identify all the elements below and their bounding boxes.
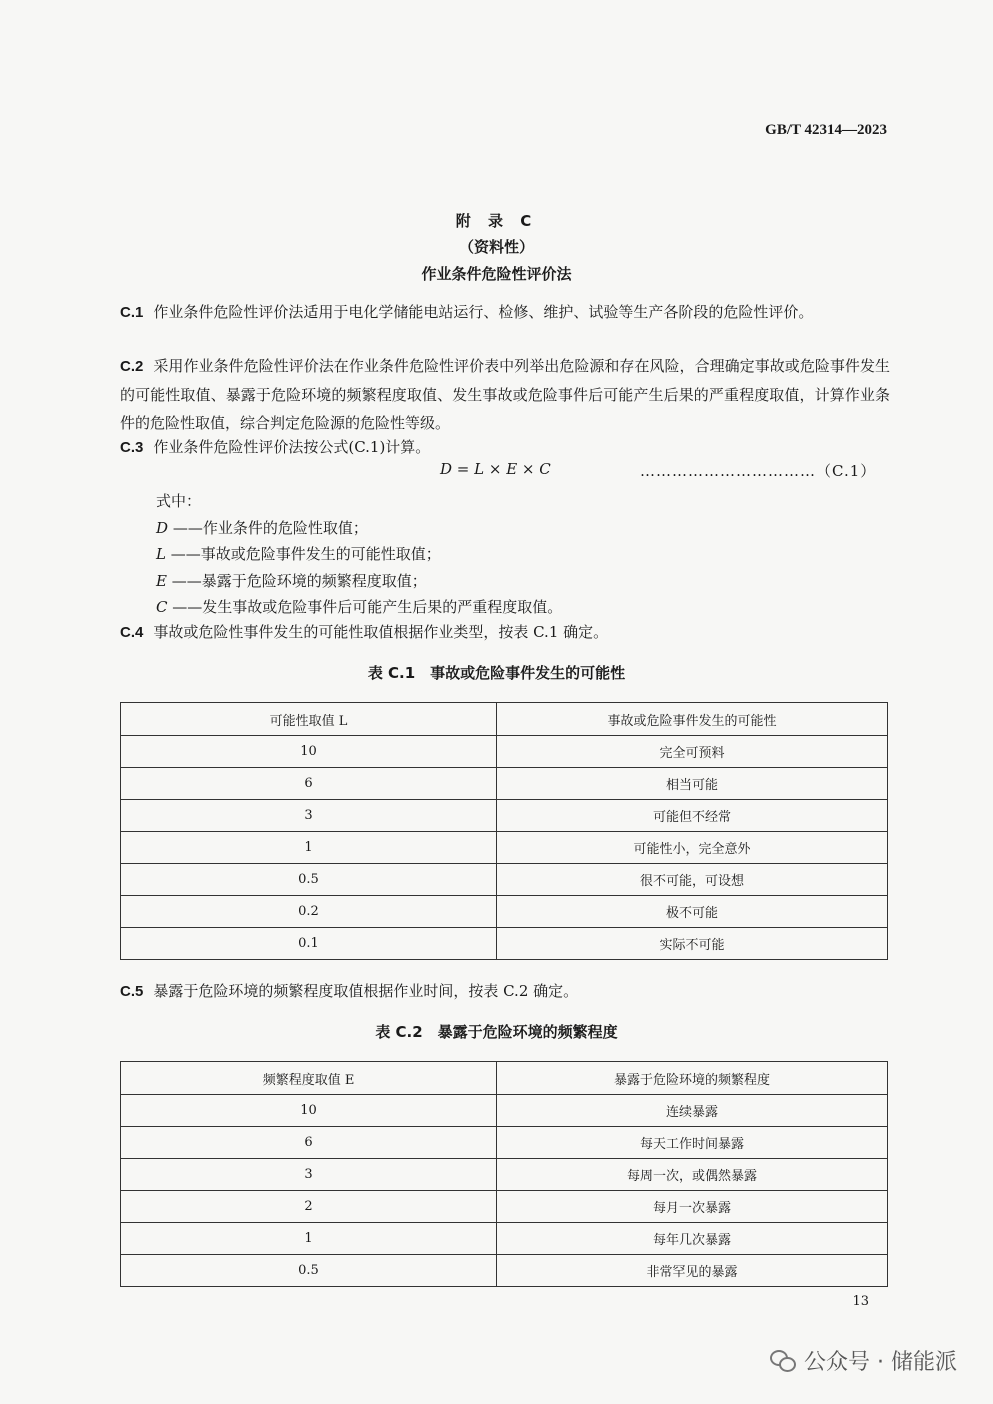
clause-number: C.5: [120, 983, 144, 1000]
clause-text: 作业条件危险性评价法适用于电化学储能电站运行、检修、维护、试验等生产各阶段的危险性评价。: [153, 303, 814, 321]
value-cell: 10: [121, 1095, 497, 1127]
table-row: [121, 928, 888, 960]
value-cell: 3: [121, 1159, 497, 1191]
formula-label: ……………………………（C.1）: [640, 462, 877, 480]
table-row: [121, 768, 888, 800]
table-row: [121, 1223, 888, 1255]
where-item: [156, 543, 441, 564]
table-row: [121, 800, 888, 832]
paragraph-c1: [120, 298, 890, 327]
desc-cell: 很不可能，可设想: [497, 864, 888, 896]
paragraph-c2: [120, 352, 890, 437]
value-cell: 0.1: [121, 928, 497, 960]
clause-number: C.3: [120, 439, 144, 456]
desc-cell: 实际不可能: [497, 928, 888, 960]
table-row: [121, 896, 888, 928]
wechat-icon: [770, 1350, 796, 1372]
where-item: [156, 596, 562, 617]
paragraph-c3: [120, 433, 890, 462]
table-c1: [120, 702, 888, 960]
symbol-desc: ——暴露于危险环境的频繁程度取值；: [171, 572, 427, 590]
value-cell: 1: [121, 1223, 497, 1255]
table-c2-caption: 表 C.2 暴露于危险环境的频繁程度: [375, 1023, 618, 1041]
paragraph-c5: [120, 977, 890, 1006]
watermark: [770, 1345, 957, 1376]
desc-cell: 非常罕见的暴露: [497, 1255, 888, 1287]
table-row: [121, 1159, 888, 1191]
value-cell: 10: [121, 736, 497, 768]
column-header: 事故或危险事件发生的可能性: [497, 703, 888, 736]
symbol: E: [156, 572, 167, 590]
value-cell: 3: [121, 800, 497, 832]
clause-text: 事故或危险性事件发生的可能性取值根据作业类型，按表 C.1 确定。: [153, 623, 609, 641]
appendix-type: （资料性）: [458, 238, 534, 256]
table-c2: [120, 1061, 888, 1287]
table-header-row: [121, 1062, 888, 1095]
watermark-text: 公众号 · 储能派: [804, 1350, 957, 1375]
column-header: 暴露于危险环境的频繁程度: [497, 1062, 888, 1095]
clause-text: 作业条件危险性评价法按公式(C.1)计算。: [153, 438, 431, 456]
value-cell: 0.5: [121, 864, 497, 896]
table-row: [121, 736, 888, 768]
value-cell: 0.2: [121, 896, 497, 928]
value-cell: 0.5: [121, 1255, 497, 1287]
desc-cell: 每年几次暴露: [497, 1223, 888, 1255]
value-cell: 6: [121, 1127, 497, 1159]
clause-text: 暴露于危险环境的频繁程度取值根据作业时间，按表 C.2 确定。: [153, 982, 579, 1000]
appendix-label: 附 录 C: [455, 212, 538, 230]
symbol: D: [156, 519, 169, 537]
clause-number: C.2: [120, 358, 144, 375]
appendix-title: 作业条件危险性评价法: [421, 265, 572, 283]
value-cell: 6: [121, 768, 497, 800]
value-cell: 1: [121, 832, 497, 864]
desc-cell: 完全可预料: [497, 736, 888, 768]
page-number: 13: [852, 1294, 869, 1309]
standard-code: GB/T 42314—2023: [765, 122, 887, 138]
formula-expression: D = L × E × C: [440, 460, 551, 478]
symbol-desc: ——作业条件的危险性取值；: [172, 519, 368, 537]
desc-cell: 可能但不经常: [497, 800, 888, 832]
where-intro: 式中：: [156, 492, 202, 510]
table-c1-caption: 表 C.1 事故或危险事件发生的可能性: [367, 664, 626, 682]
desc-cell: 每天工作时间暴露: [497, 1127, 888, 1159]
column-header: 可能性取值 L: [121, 703, 497, 736]
desc-cell: 相当可能: [497, 768, 888, 800]
table-row: [121, 1127, 888, 1159]
clause-number: C.4: [120, 624, 144, 641]
table-row: [121, 1255, 888, 1287]
clause-text: 采用作业条件危险性评价法在作业条件危险性评价表中列举出危险源和存在风险，合理确定事故或危险事件发生的可能性取值、暴露于危险环境的频繁程度取值、发生事故或危险事件后可能产生后果的严重程度取值，计算作业条件的危险性取值，综合判定危险源的危险性等级。: [120, 357, 890, 432]
symbol: C: [156, 598, 168, 616]
desc-cell: 极不可能: [497, 896, 888, 928]
symbol: L: [156, 545, 166, 563]
desc-cell: 每周一次，或偶然暴露: [497, 1159, 888, 1191]
value-cell: 2: [121, 1191, 497, 1223]
table-row: [121, 1095, 888, 1127]
symbol-desc: ——发生事故或危险事件后可能产生后果的严重程度取值。: [172, 598, 563, 616]
table-row: [121, 832, 888, 864]
symbol-desc: ——事故或危险事件发生的可能性取值；: [170, 545, 441, 563]
table-row: [121, 1191, 888, 1223]
desc-cell: 可能性小，完全意外: [497, 832, 888, 864]
where-item: [156, 570, 427, 591]
clause-number: C.1: [120, 304, 144, 321]
where-item: [156, 517, 368, 538]
column-header: 频繁程度取值 E: [121, 1062, 497, 1095]
desc-cell: 每月一次暴露: [497, 1191, 888, 1223]
paragraph-c4: [120, 618, 890, 647]
desc-cell: 连续暴露: [497, 1095, 888, 1127]
table-row: [121, 864, 888, 896]
table-header-row: [121, 703, 888, 736]
